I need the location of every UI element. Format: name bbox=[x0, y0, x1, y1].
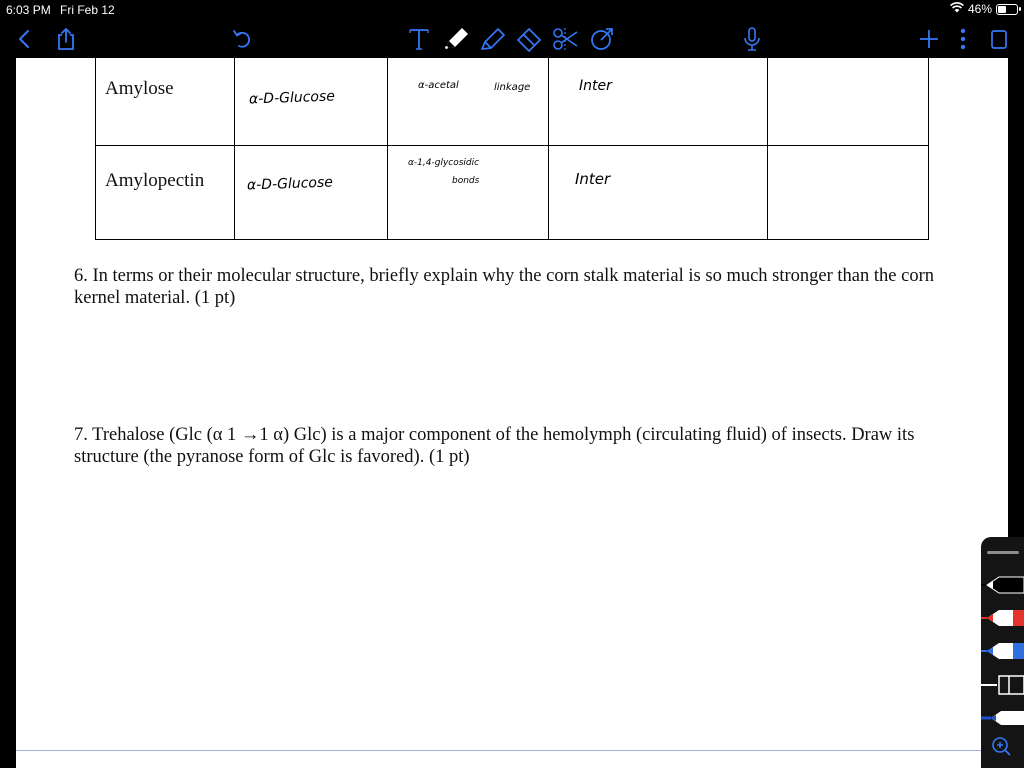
text-tool-icon[interactable] bbox=[406, 26, 432, 52]
table-cell[interactable] bbox=[549, 58, 768, 146]
back-chevron-icon[interactable] bbox=[14, 26, 34, 52]
microphone-icon[interactable] bbox=[740, 26, 764, 52]
question-6: 6. In terms or their molecular structure, briefly explain why the corn stalk material is so much stronger than the corn kernel material. (1 pt) bbox=[74, 266, 934, 308]
handwritten-answer: Inter bbox=[579, 78, 612, 94]
answer-table bbox=[95, 58, 929, 240]
battery-icon bbox=[996, 4, 1018, 15]
table-cell[interactable] bbox=[549, 146, 768, 240]
share-icon[interactable] bbox=[54, 26, 78, 52]
handwritten-answer: Inter bbox=[575, 170, 611, 188]
table-cell[interactable] bbox=[235, 58, 388, 146]
table-cell bbox=[96, 146, 235, 240]
highlighter-tool-icon[interactable] bbox=[478, 26, 508, 52]
table-cell[interactable] bbox=[768, 146, 929, 240]
table-row bbox=[96, 146, 929, 240]
handwritten-answer: α-D-Glucose bbox=[248, 88, 336, 108]
handwritten-answer: α-D-Glucose bbox=[246, 174, 334, 194]
question-7: 7. Trehalose (Glc (α 1 →1 α) Glc) is a major component of the hemolymph (circulating fluid) of insects. Draw its structure (the pyranose form of Glc is favored). (1 pt) bbox=[74, 425, 915, 467]
toolbar bbox=[0, 20, 1024, 58]
table-row bbox=[96, 58, 929, 146]
palette-grip[interactable] bbox=[987, 551, 1019, 554]
wifi-icon bbox=[950, 2, 964, 16]
table-cell[interactable] bbox=[235, 146, 388, 240]
status-time: 6:03 PM bbox=[6, 3, 51, 17]
add-icon[interactable] bbox=[917, 26, 941, 52]
handwritten-answer: α-acetal bbox=[418, 80, 459, 91]
zoom-in-icon[interactable] bbox=[981, 734, 1024, 760]
pen-palette bbox=[981, 537, 1024, 768]
status-right bbox=[950, 2, 1018, 16]
more-icon[interactable] bbox=[955, 26, 971, 52]
row-label: Amylose bbox=[105, 78, 174, 99]
handwritten-answer: α-1,4-glycosidic bbox=[408, 158, 480, 168]
table-cell[interactable] bbox=[388, 58, 549, 146]
highlighter-pen[interactable] bbox=[981, 674, 1024, 696]
notebook-page[interactable] bbox=[16, 58, 1008, 768]
pen-black[interactable] bbox=[981, 574, 1024, 596]
pen-red[interactable] bbox=[981, 607, 1024, 629]
page-bottom-edge bbox=[16, 750, 981, 751]
eraser-tool-icon[interactable] bbox=[514, 26, 544, 52]
status-bar bbox=[0, 0, 1024, 20]
battery-percent: 46% bbox=[967, 2, 992, 16]
page-icon[interactable] bbox=[988, 26, 1010, 52]
table-cell[interactable] bbox=[388, 146, 549, 240]
marker-blue[interactable] bbox=[981, 707, 1024, 729]
row-label: Amylopectin bbox=[105, 170, 205, 191]
table-cell bbox=[96, 58, 235, 146]
status-date: Fri Feb 12 bbox=[60, 3, 115, 17]
pen-tool-icon[interactable] bbox=[441, 26, 471, 52]
undo-icon[interactable] bbox=[230, 26, 254, 52]
scissors-tool-icon[interactable] bbox=[550, 26, 580, 52]
handwritten-answer: linkage bbox=[494, 82, 531, 93]
shapes-tool-icon[interactable] bbox=[587, 26, 617, 52]
table-cell[interactable] bbox=[768, 58, 929, 146]
pen-blue[interactable] bbox=[981, 640, 1024, 662]
handwritten-answer: bonds bbox=[452, 176, 480, 186]
